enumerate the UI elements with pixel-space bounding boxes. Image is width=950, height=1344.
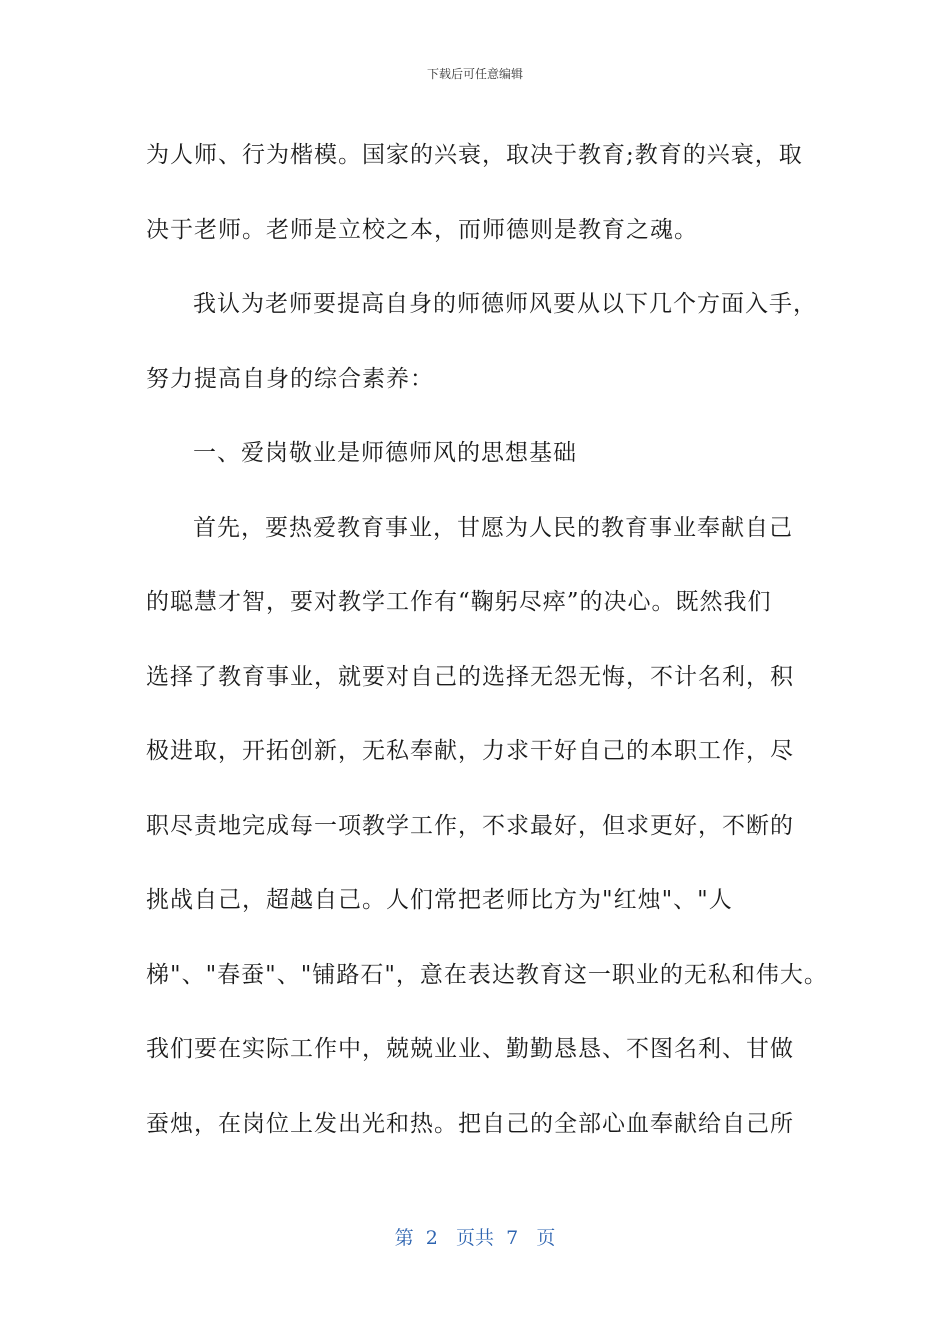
body-line: 挑战自己，超越自己。人们常把老师比方为"红烛"、"人 <box>146 887 733 913</box>
body-line: 首先，要热爱教育事业，甘愿为人民的教育事业奉献自己 <box>193 514 793 541</box>
footer-middle: 页共 <box>455 1227 494 1249</box>
page-header: 下载后可任意编辑 <box>426 67 523 81</box>
footer-suffix: 页 <box>536 1227 556 1249</box>
page-number-footer <box>0 1226 950 1250</box>
body-line: 的聪慧才智，要对教学工作有“鞠躬尽瘁”的决心。既然我们 <box>146 589 772 615</box>
body-line: 职尽责地完成每一项教学工作，不求最好，但求更好，不断的 <box>146 812 794 839</box>
body-line: 选择了教育事业，就要对自己的选择无怨无悔，不计名利，积 <box>146 663 794 690</box>
body-line: 我认为老师要提高自身的师德师风要从以下几个方面入手， <box>193 291 817 317</box>
body-line: 努力提高自身的综合素养： <box>146 365 434 392</box>
body-line: 蚕烛，在岗位上发出光和热。把自己的全部心血奉献给自己所 <box>146 1110 794 1137</box>
body-line: 我们要在实际工作中，兢兢业业、勤勤恳恳、不图名利、甘做 <box>146 1036 794 1062</box>
body-line: 极进取，开拓创新，无私奉献，力求干好自己的本职工作，尽 <box>146 738 794 764</box>
document-body <box>146 118 846 1161</box>
body-line: 为人师、行为楷模。国家的兴衰，取决于教育;教育的兴衰，取 <box>146 142 803 168</box>
body-line: 决于老师。老师是立校之本，而师德则是教育之魂。 <box>146 216 698 243</box>
section-heading: 一、爱岗敬业是师德师风的思想基础 <box>193 440 577 466</box>
current-page-number: 2 <box>425 1227 438 1249</box>
footer-prefix: 第 <box>394 1227 414 1249</box>
body-line: 梯"、"春蚕"、"铺路石"，意在表达教育这一职业的无私和伟大。 <box>146 961 828 988</box>
total-pages-number: 7 <box>506 1227 519 1249</box>
